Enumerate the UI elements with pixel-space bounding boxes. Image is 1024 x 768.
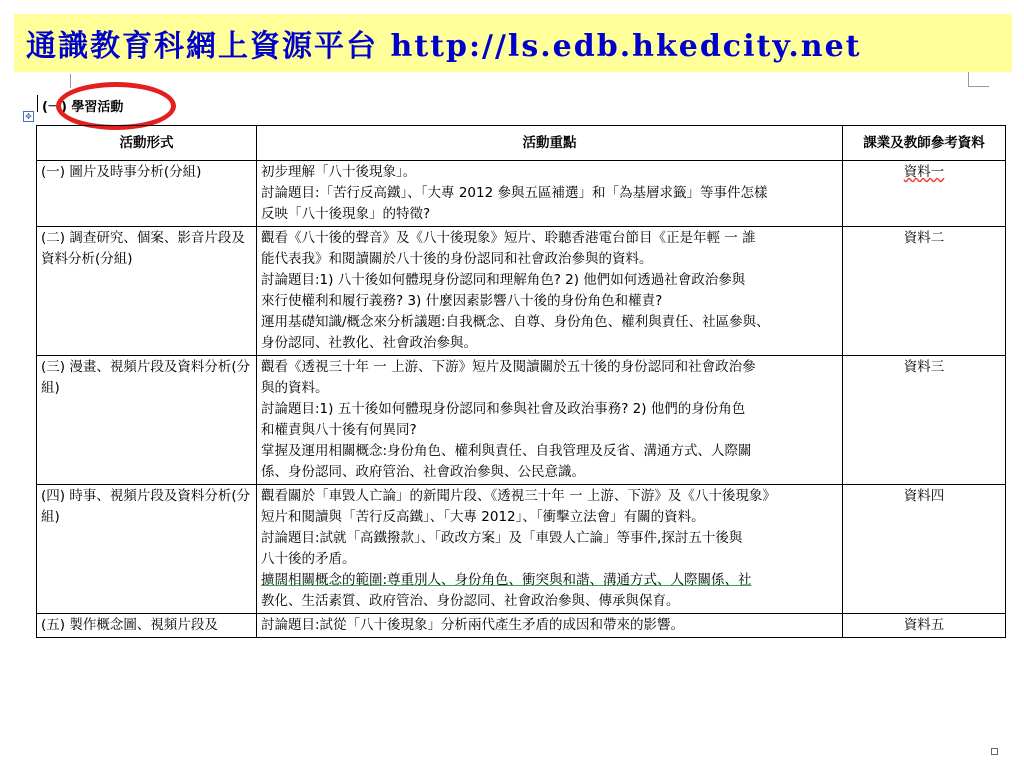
focus-line: 能代表我》和閱讀關於八十後的身份認同和社會政治參與的資料。 bbox=[261, 251, 653, 267]
focus-line: 討論題目:1) 五十後如何體現身份認同和參與社會及政治事務? 2) 他們的身份角色 bbox=[261, 401, 746, 417]
margin-corner-mark bbox=[70, 74, 72, 88]
reference-cell: 資料三 bbox=[843, 356, 1006, 485]
reference-cell bbox=[843, 161, 1006, 227]
table-row bbox=[37, 161, 1006, 227]
text-cursor bbox=[37, 95, 38, 112]
activity-form-cell: (三) 漫畫、視頻片段及資料分析(分組) bbox=[37, 356, 257, 485]
page-banner bbox=[14, 14, 1012, 72]
table-header-row bbox=[37, 126, 1006, 161]
focus-line: 來行使權利和履行義務? 3) 什麼因素影響八十後的身份角色和權責? bbox=[261, 293, 663, 309]
focus-line: 教化、生活素質、政府管治、身份認同、社會政治參與、傳承與保育。 bbox=[261, 593, 680, 609]
header-reference-material: 課業及教師參考資料 bbox=[843, 126, 1006, 161]
focus-line: 觀看關於「車毀人亡論」的新聞片段、《透視三十年 一 上游、下游》及《八十後現象》 bbox=[261, 488, 776, 504]
activity-focus-cell bbox=[257, 614, 843, 638]
focus-line: 八十後的矛盾。 bbox=[261, 551, 356, 567]
focus-line: 反映「八十後現象」的特徵? bbox=[261, 206, 431, 222]
focus-line: 擴闊相關概念的範圍:尊重別人、身份角色、衝突與和諧、溝通方式、人際關係、社 bbox=[261, 572, 752, 588]
banner-title: 通識教育科網上資源平台 http://ls.edb.hkedcity.net bbox=[26, 29, 862, 64]
reference-cell: 資料四 bbox=[843, 485, 1006, 614]
focus-line: 討論題目:1) 八十後如何體現身份認同和理解角色? 2) 他們如何透過社會政治參與 bbox=[261, 272, 746, 288]
activity-focus-cell bbox=[257, 161, 843, 227]
focus-line: 討論題目:試從「八十後現象」分析兩代產生矛盾的成因和帶來的影響。 bbox=[261, 617, 685, 633]
activity-form-cell: (一) 圖片及時事分析(分組) bbox=[37, 161, 257, 227]
focus-line: 運用基礎知識/概念來分析議題:自我概念、自尊、身份角色、權利與責任、社區參與、 bbox=[261, 314, 770, 330]
move-handle-icon[interactable]: ✥ bbox=[23, 111, 34, 122]
focus-line: 討論題目:試就「高鐵撥款」、「政改方案」及「車毀人亡論」等事件,探討五十後與 bbox=[261, 530, 743, 546]
focus-line: 觀看《八十後的聲音》及《八十後現象》短片、聆聽香港電台節目《正是年輕 一 誰 bbox=[261, 230, 756, 246]
resize-handle-icon[interactable] bbox=[991, 748, 998, 755]
table-row bbox=[37, 485, 1006, 614]
activity-form-cell: (二) 調查研究、個案、影音片段及資料分析(分組) bbox=[37, 227, 257, 356]
focus-line: 討論題目:「苦行反高鐵」、「大專 2012 參與五區補選」和「為基層求籤」等事件怎樣 bbox=[261, 185, 768, 201]
table-row bbox=[37, 356, 1006, 485]
focus-line: 和權責與八十後有何異同? bbox=[261, 422, 417, 438]
reference-cell: 資料五 bbox=[843, 614, 1006, 638]
focus-line: 短片和閱讀與「苦行反高鐵」、「大專 2012」、「衝擊立法會」有關的資料。 bbox=[261, 509, 705, 525]
header-activity-form: 活動形式 bbox=[37, 126, 257, 161]
section-heading: (一) 學習活動 bbox=[42, 100, 124, 115]
focus-line: 觀看《透視三十年 一 上游、下游》短片及閱讀關於五十後的身份認同和社會政治參 bbox=[261, 359, 756, 375]
margin-corner-mark bbox=[968, 72, 989, 87]
activity-focus-cell bbox=[257, 227, 843, 356]
focus-line: 與的資料。 bbox=[261, 380, 329, 396]
table-row bbox=[37, 614, 1006, 638]
activity-form-cell: (五) 製作概念圖、視頻片段及 bbox=[37, 614, 257, 638]
table-row bbox=[37, 227, 1006, 356]
reference-label: 資料一 bbox=[903, 164, 945, 180]
focus-line: 初步理解「八十後現象」。 bbox=[261, 164, 417, 180]
highlight-circle bbox=[56, 82, 176, 130]
focus-line: 掌握及運用相關概念:身份角色、權利與責任、自我管理及反省、溝通方式、人際關 bbox=[261, 443, 752, 459]
header-activity-focus: 活動重點 bbox=[257, 126, 843, 161]
focus-line: 係、身份認同、政府管治、社會政治參與、公民意識。 bbox=[261, 464, 585, 480]
activities-table bbox=[36, 125, 1006, 638]
activity-focus-cell bbox=[257, 356, 843, 485]
activity-form-cell: (四) 時事、視頻片段及資料分析(分組) bbox=[37, 485, 257, 614]
reference-cell: 資料二 bbox=[843, 227, 1006, 356]
activity-focus-cell bbox=[257, 485, 843, 614]
focus-line: 身份認同、社教化、社會政治參與。 bbox=[261, 335, 477, 351]
